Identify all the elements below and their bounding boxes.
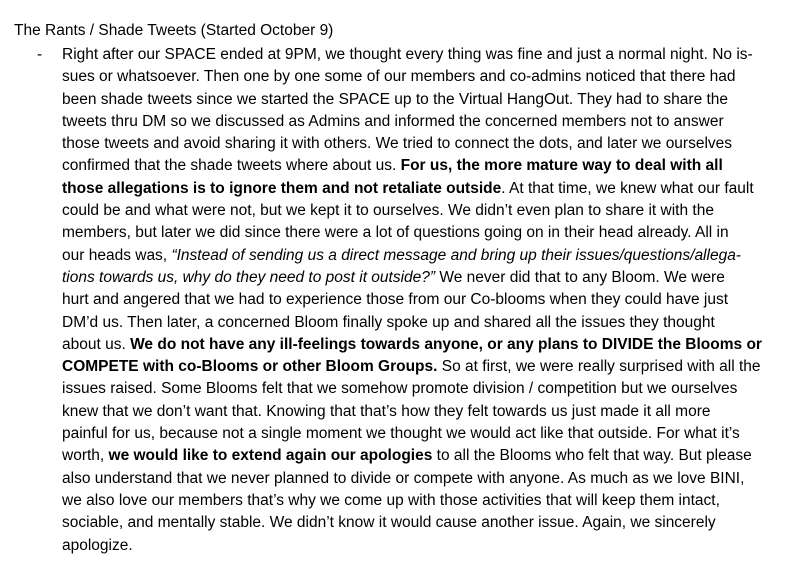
paragraph-line [62, 423, 786, 445]
bullet-marker: - [37, 46, 43, 63]
bold-text: For us, the more mature way to deal with all [400, 157, 723, 175]
paragraph-line [62, 245, 786, 267]
text-run: been shade tweets since we started the SPACE up to the Virtual HangOut. They had to share the [62, 90, 729, 108]
text-run: sues or whatsoever. Then one by one some of our members and co-admins noticed that there had [62, 68, 736, 86]
text-run: members, but later we did since there were a lot of questions going on in their head already. All in [62, 224, 729, 242]
paragraph-line [62, 490, 786, 512]
text-run: to all the Blooms who felt that way. But please [432, 447, 752, 465]
bold-text: we would like to extend again our apologies [108, 447, 433, 465]
text-run: confirmed that the shade tweets where about us. [62, 157, 401, 175]
text-run: DM’d us. Then later, a concerned Bloom finally spoke up and shared all the issues they thought [62, 313, 715, 331]
paragraph-line [62, 155, 786, 177]
paragraph-line [62, 512, 786, 534]
bold-text: those allegations is to ignore them and not retaliate outside [62, 179, 502, 197]
paragraph-line [62, 401, 786, 423]
italic-text: “Instead of sending us a direct message and bring up their issues/questions/allega- [171, 246, 741, 264]
paragraph-line [62, 356, 786, 378]
text-run: those tweets and avoid sharing it with others. We tried to connect the dots, and later we ourselves [62, 135, 733, 153]
bold-text: COMPETE with co-Blooms or other Bloom Groups. [62, 358, 438, 376]
paragraph-line [62, 378, 786, 400]
bold-text: We do not have any ill-feelings towards anyone, or any plans to DIVIDE the Blooms or [130, 335, 762, 353]
text-run: hurt and angered that we had to experience those from our Co-blooms when they could have just [62, 291, 729, 309]
text-run: sociable, and mentally stable. We didn’t know it would cause another issue. Again, we sincerely [62, 514, 716, 532]
section-heading: The Rants / Shade Tweets (Started October 9) [14, 22, 334, 39]
text-run: painful for us, because not a single moment we thought we would act like that outside. For what it’s [62, 425, 740, 443]
text-run: apologize. [62, 536, 133, 554]
paragraph-line [62, 200, 786, 222]
paragraph-line [62, 178, 786, 200]
paragraph-line [62, 66, 786, 88]
text-run: So at first, we were really surprised with all the [437, 358, 761, 376]
paragraph-line [62, 468, 786, 490]
italic-text: tions towards us, why do they need to post it outside?” [62, 268, 436, 286]
text-run: Right after our SPACE ended at 9PM, we thought every thing was fine and just a normal night. No is- [62, 46, 753, 63]
paragraph-body [62, 44, 786, 557]
paragraph-line [62, 289, 786, 311]
text-run: . At that time, we knew what our fault [501, 179, 754, 197]
paragraph-line [62, 267, 786, 289]
paragraph-line [62, 312, 786, 334]
text-run: worth, [62, 447, 109, 465]
text-run: about us. [62, 335, 131, 353]
text-run: tweets thru DM so we discussed as Admins and informed the concerned members not to answer [62, 112, 724, 130]
paragraph-line [62, 535, 786, 557]
paragraph-line [62, 445, 786, 467]
paragraph-line [62, 111, 786, 133]
paragraph-line [62, 334, 786, 356]
paragraph-line [62, 89, 786, 111]
text-run: our heads was, [62, 246, 172, 264]
paragraph-line [62, 133, 786, 155]
text-run: also understand that we never planned to divide or compete with anyone. As much as we love BINI, [62, 469, 745, 487]
paragraph-line [62, 44, 786, 66]
text-run: issues raised. Some Blooms felt that we somehow promote division / competition but we ourselves [62, 380, 738, 398]
text-run: We never did that to any Bloom. We were [435, 268, 725, 286]
text-run: knew that we don’t want that. Knowing that that’s how they felt towards us just made it all more [62, 402, 711, 420]
paragraph-line [62, 222, 786, 244]
text-run: we also love our members that’s why we come up with those activities that will keep them intact, [62, 491, 720, 509]
text-run: could be and what were not, but we kept it to ourselves. We didn’t even plan to share it with the [62, 202, 714, 220]
